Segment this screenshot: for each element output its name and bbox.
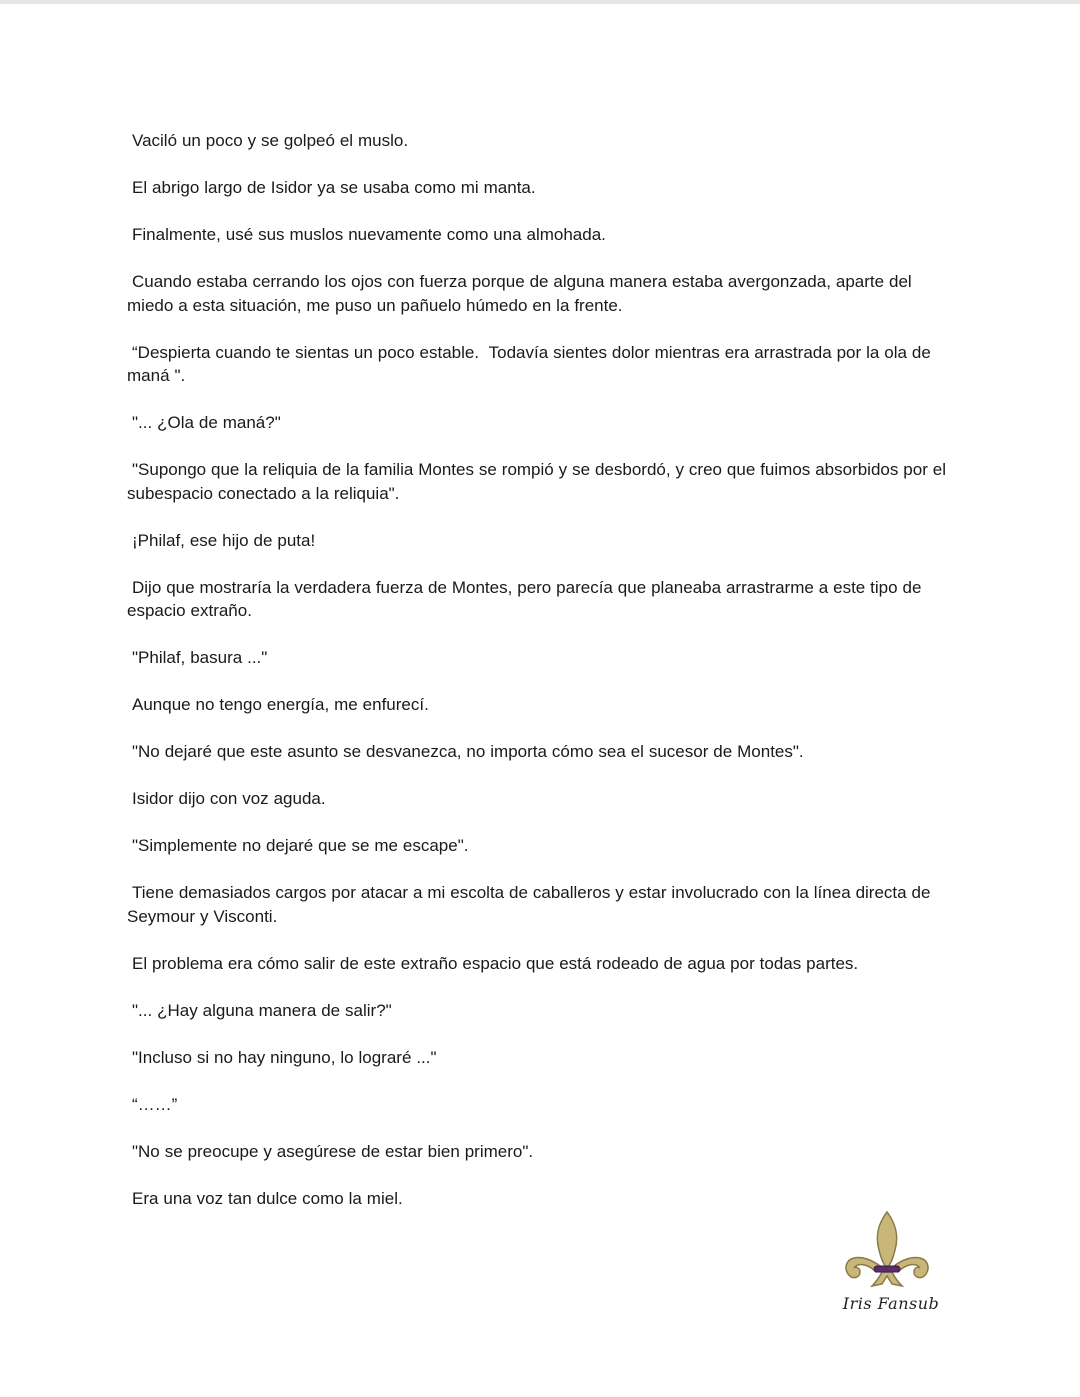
fleur-de-lis-icon — [842, 1210, 932, 1290]
paragraph: Tiene demasiados cargos por atacar a mi escolta de caballeros y estar involucrado con la línea directa de Seymour y Visconti. — [127, 883, 936, 926]
paragraph: "Philaf, basura ..." — [132, 648, 268, 667]
paragraph: Vaciló un poco y se golpeó el muslo. — [132, 131, 409, 150]
paragraph: “Despierta cuando te sientas un poco estable. Todavía sientes dolor mientras era arrastrada por la ola de maná ". — [127, 342, 936, 385]
paragraph: "... ¿Ola de maná?" — [132, 413, 281, 432]
paragraph: "No dejaré que este asunto se desvanezca, no importa cómo sea el sucesor de Montes". — [132, 742, 804, 761]
paragraph: Aunque no tengo energía, me enfurecí. — [132, 695, 429, 714]
paragraph: El problema era cómo salir de este extraño espacio que está rodeado de agua por todas partes. — [132, 953, 859, 973]
paragraph: Dijo que mostraría la verdadera fuerza de Montes, pero parecía que planeaba arrastrarme a este tipo de espacio extraño. — [127, 577, 927, 620]
paragraph: “……” — [132, 1094, 178, 1114]
paragraph: "Supongo que la reliquia de la familia Montes se rompió y se desbordó, y creo que fuimos absorbidos por el subespacio conectado a la reliquia". — [127, 460, 951, 503]
document-body — [127, 129, 955, 1234]
paragraph: "Incluso si no hay ninguno, lo lograré ..." — [132, 1047, 437, 1067]
watermark-text: Iris Fansub — [842, 1294, 940, 1313]
top-border — [0, 0, 1080, 4]
paragraph: ¡Philaf, ese hijo de puta! — [132, 530, 316, 550]
paragraph: Cuando estaba cerrando los ojos con fuerza porque de alguna manera estaba avergonzada, aparte del miedo a esta situación, me puso un pañuelo húmedo en la frente. — [127, 272, 917, 315]
paragraph: "... ¿Hay alguna manera de salir?" — [132, 1000, 392, 1020]
paragraph: "No se preocupe y asegúrese de estar bien primero". — [132, 1141, 534, 1161]
paragraph: El abrigo largo de Isidor ya se usaba como mi manta. — [132, 178, 536, 197]
paragraph: Era una voz tan dulce como la miel. — [132, 1188, 403, 1208]
paragraph: Finalmente, usé sus muslos nuevamente como una almohada. — [132, 225, 606, 244]
paragraph: Isidor dijo con voz aguda. — [132, 789, 326, 808]
watermark-logo — [836, 1210, 946, 1322]
paragraph: "Simplemente no dejaré que se me escape". — [132, 836, 469, 855]
